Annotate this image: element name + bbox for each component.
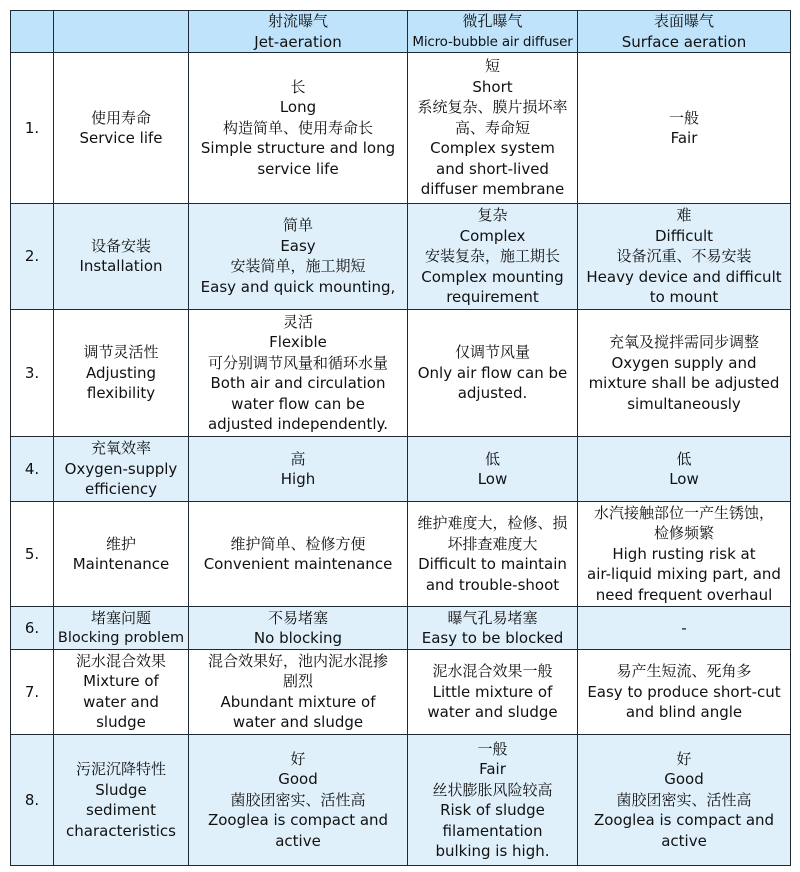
cell-line: Sludge [95, 780, 147, 799]
cell-line: water and sludge [427, 703, 558, 722]
cell-line: Easy to be blocked [421, 629, 564, 648]
cell-line: 不易堵塞 [267, 608, 328, 627]
cell-line: Good [664, 770, 704, 789]
header-en: Jet-aeration [254, 32, 342, 51]
table-row [11, 501, 791, 607]
header-blank-cell [11, 11, 54, 53]
cell-line: Installation [79, 257, 163, 276]
cell-line: service life [257, 159, 339, 178]
surface-aeration-cell [578, 501, 791, 607]
cell-line: 系统复杂、膜片损坏率 [417, 98, 568, 117]
cell-line: and blind angle [625, 703, 743, 722]
item-cell [54, 735, 189, 866]
cell-line: Easy and quick mounting, [200, 277, 396, 296]
micro-bubble-cell [408, 437, 578, 501]
surface-aeration-cell [578, 607, 791, 649]
cell-line: 短 [484, 57, 500, 76]
cell-line: Short [472, 77, 513, 96]
cell-line: Mixture of [83, 672, 159, 691]
cell-line: need frequent overhaul [595, 585, 773, 604]
item-cell [54, 309, 189, 437]
cell-line: flexibility [86, 384, 156, 403]
table-row [11, 735, 791, 866]
row-number-cell: 2. [11, 204, 54, 310]
cell-line: 简单 [282, 216, 313, 235]
cell-line: simultaneously [627, 394, 741, 413]
row-number-cell: 8. [11, 735, 54, 866]
cell-line: 检修频繁 [653, 524, 714, 543]
item-cell [54, 53, 189, 204]
header-en: Micro-bubble air diffuser [412, 33, 573, 50]
header-blank-cell [54, 11, 189, 53]
cell-line: 维护 [105, 534, 136, 553]
cell-line: 泥水混合效果 [75, 651, 166, 670]
row-number-cell: 1. [11, 53, 54, 204]
cell-line: water flow can be [231, 394, 365, 413]
cell-line: 高 [290, 449, 306, 468]
item-cell [54, 607, 189, 649]
cell-line: and trouble-shoot [425, 575, 560, 594]
jet-aeration-cell [189, 204, 408, 310]
cell-line: and short-lived [436, 159, 549, 178]
cell-line: Zooglea is compact and [593, 811, 775, 830]
cell-line: active [661, 831, 707, 850]
cell-line: efficiency [84, 480, 157, 499]
cell-line: 安装简单，施工期短 [230, 257, 366, 276]
cell-line: Complex [459, 226, 526, 245]
row-number-cell: 4. [11, 437, 54, 501]
cell-line: filamentation [442, 821, 543, 840]
cell-line: Convenient maintenance [203, 555, 393, 574]
cell-line: Adjusting [85, 363, 157, 382]
table-row [11, 437, 791, 501]
surface-aeration-cell [578, 437, 791, 501]
cell-line: Low [477, 470, 508, 489]
cell-line: 设备安装 [90, 236, 151, 255]
cell-line: 菌胶团密实、活性高 [230, 790, 366, 809]
cell-line: 低 [484, 449, 500, 468]
cell-line: 水汽接触部位一产生锈蚀， [593, 503, 774, 522]
cell-line: 好 [676, 749, 692, 768]
surface-aeration-cell [578, 735, 791, 866]
item-cell [54, 501, 189, 607]
cell-line: Heavy device and difficult [586, 267, 782, 286]
cell-line: 好 [290, 749, 306, 768]
cell-line: 设备沉重、不易安装 [616, 247, 752, 266]
cell-line: 易产生短流、死角多 [616, 662, 752, 681]
header-zh: 微孔曝气 [462, 12, 523, 31]
cell-line: requirement [446, 288, 539, 307]
cell-line: mixture shall be adjusted [588, 374, 780, 393]
cell-line: Fair [479, 760, 506, 779]
cell-line: High [280, 470, 316, 489]
cell-line: 调节灵活性 [83, 343, 159, 362]
cell-line: Zooglea is compact and [207, 811, 389, 830]
cell-line: bulking is high. [435, 842, 550, 861]
cell-line: sediment [86, 801, 156, 820]
cell-line: Maintenance [72, 555, 170, 574]
cell-line: 复杂 [477, 206, 508, 225]
aeration-comparison-table [10, 10, 791, 866]
cell-line: 维护简单、检修方便 [230, 534, 366, 553]
jet-aeration-cell [189, 437, 408, 501]
jet-aeration-cell [189, 501, 408, 607]
micro-bubble-cell [408, 53, 578, 204]
cell-line: 维护难度大，检修、损 [417, 514, 568, 533]
cell-line: Fair [670, 129, 698, 148]
row-number-cell: 6. [11, 607, 54, 649]
cell-line: 低 [676, 449, 692, 468]
cell-line: Complex mounting [421, 267, 564, 286]
cell-line: 混合效果好，池内泥水混掺 [207, 651, 388, 670]
cell-line: Easy to produce short-cut [587, 682, 781, 701]
cell-line: 剧烈 [282, 672, 313, 691]
item-cell [54, 437, 189, 501]
cell-line: characteristics [66, 821, 176, 840]
cell-line: 污泥沉降特性 [75, 760, 166, 779]
jet-aeration-cell [189, 649, 408, 735]
cell-line: Good [278, 770, 318, 789]
cell-line: Complex system [430, 139, 555, 158]
cell-line: Flexible [269, 333, 327, 352]
cell-line: 仅调节风量 [454, 343, 530, 362]
micro-bubble-cell [408, 501, 578, 607]
cell-line: Service life [79, 129, 163, 148]
jet-aeration-cell [189, 53, 408, 204]
table-row [11, 204, 791, 310]
cell-line: Long [279, 98, 317, 117]
cell-line: Simple structure and long [200, 139, 396, 158]
cell-line: Abundant mixture of [220, 692, 376, 711]
cell-line: 堵塞问题 [90, 608, 151, 627]
cell-line: active [275, 831, 321, 850]
cell-line: 高、寿命短 [454, 118, 530, 137]
header-zh: 射流曝气 [267, 12, 328, 31]
header-surface-aeration [578, 11, 791, 53]
cell-line: water and [83, 692, 159, 711]
cell-line: Blocking problem [57, 630, 185, 647]
micro-bubble-cell [408, 204, 578, 310]
cell-line: 丝状膨胀风险较高 [432, 780, 553, 799]
cell-line: 一般 [668, 108, 699, 127]
header-row [11, 11, 791, 53]
cell-line: 使用寿命 [90, 108, 151, 127]
cell-line: 长 [290, 77, 306, 96]
cell-line: Oxygen supply and [611, 353, 757, 372]
table-row [11, 649, 791, 735]
jet-aeration-cell [189, 607, 408, 649]
cell-line: Oxygen-supply [64, 459, 178, 478]
header-zh: 表面曝气 [653, 12, 714, 31]
row-number-cell: 7. [11, 649, 54, 735]
cell-line: Difficult to maintain [418, 555, 567, 574]
cell-line: 可分别调节风量和循环水量 [207, 353, 388, 372]
header-jet-aeration [189, 11, 408, 53]
row-number-cell: 5. [11, 501, 54, 607]
table-row [11, 607, 791, 649]
cell-line: sludge [96, 713, 146, 732]
header-micro-bubble [408, 11, 578, 53]
cell-line: 灵活 [282, 312, 313, 331]
row-number-cell: 3. [11, 309, 54, 437]
surface-aeration-cell [578, 649, 791, 735]
cell-line: adjusted. [457, 384, 528, 403]
cell-line: 泥水混合效果一般 [432, 662, 553, 681]
jet-aeration-cell [189, 735, 408, 866]
micro-bubble-cell [408, 309, 578, 437]
cell-line: 充氧及搅拌需同步调整 [608, 333, 759, 352]
item-cell [54, 204, 189, 310]
micro-bubble-cell [408, 735, 578, 866]
cell-line: water and sludge [232, 713, 364, 732]
cell-line: Low [669, 470, 699, 489]
table-row [11, 309, 791, 437]
cell-line: 菌胶团密实、活性高 [616, 790, 752, 809]
cell-line: 一般 [477, 739, 508, 758]
cell-line: 曝气孔易堵塞 [447, 608, 538, 627]
cell-line: to mount [649, 288, 719, 307]
cell-line: Only air flow can be [417, 363, 568, 382]
table-row [11, 53, 791, 204]
cell-line: air-liquid mixing part, and [587, 565, 781, 584]
cell-line: Both air and circulation [210, 374, 386, 393]
cell-line: 充氧效率 [90, 439, 151, 458]
micro-bubble-cell [408, 649, 578, 735]
cell-line: adjusted independently. [207, 415, 389, 434]
cell-line: - [681, 618, 687, 637]
cell-line: Risk of sludge [440, 801, 545, 820]
cell-line: Difficult [654, 226, 714, 245]
cell-line: 坏排查难度大 [447, 534, 538, 553]
micro-bubble-cell [408, 607, 578, 649]
cell-line: High rusting risk at [612, 544, 756, 563]
item-cell [54, 649, 189, 735]
surface-aeration-cell [578, 204, 791, 310]
cell-line: Little mixture of [432, 682, 553, 701]
surface-aeration-cell [578, 309, 791, 437]
cell-line: 构造简单、使用寿命长 [222, 118, 373, 137]
cell-line: diffuser membrane [420, 180, 565, 199]
cell-line: No blocking [253, 629, 343, 648]
cell-line: 难 [676, 206, 692, 225]
jet-aeration-cell [189, 309, 408, 437]
header-en: Surface aeration [621, 32, 747, 51]
cell-line: 安装复杂，施工期长 [424, 247, 560, 266]
surface-aeration-cell [578, 53, 791, 204]
cell-line: Easy [280, 236, 316, 255]
